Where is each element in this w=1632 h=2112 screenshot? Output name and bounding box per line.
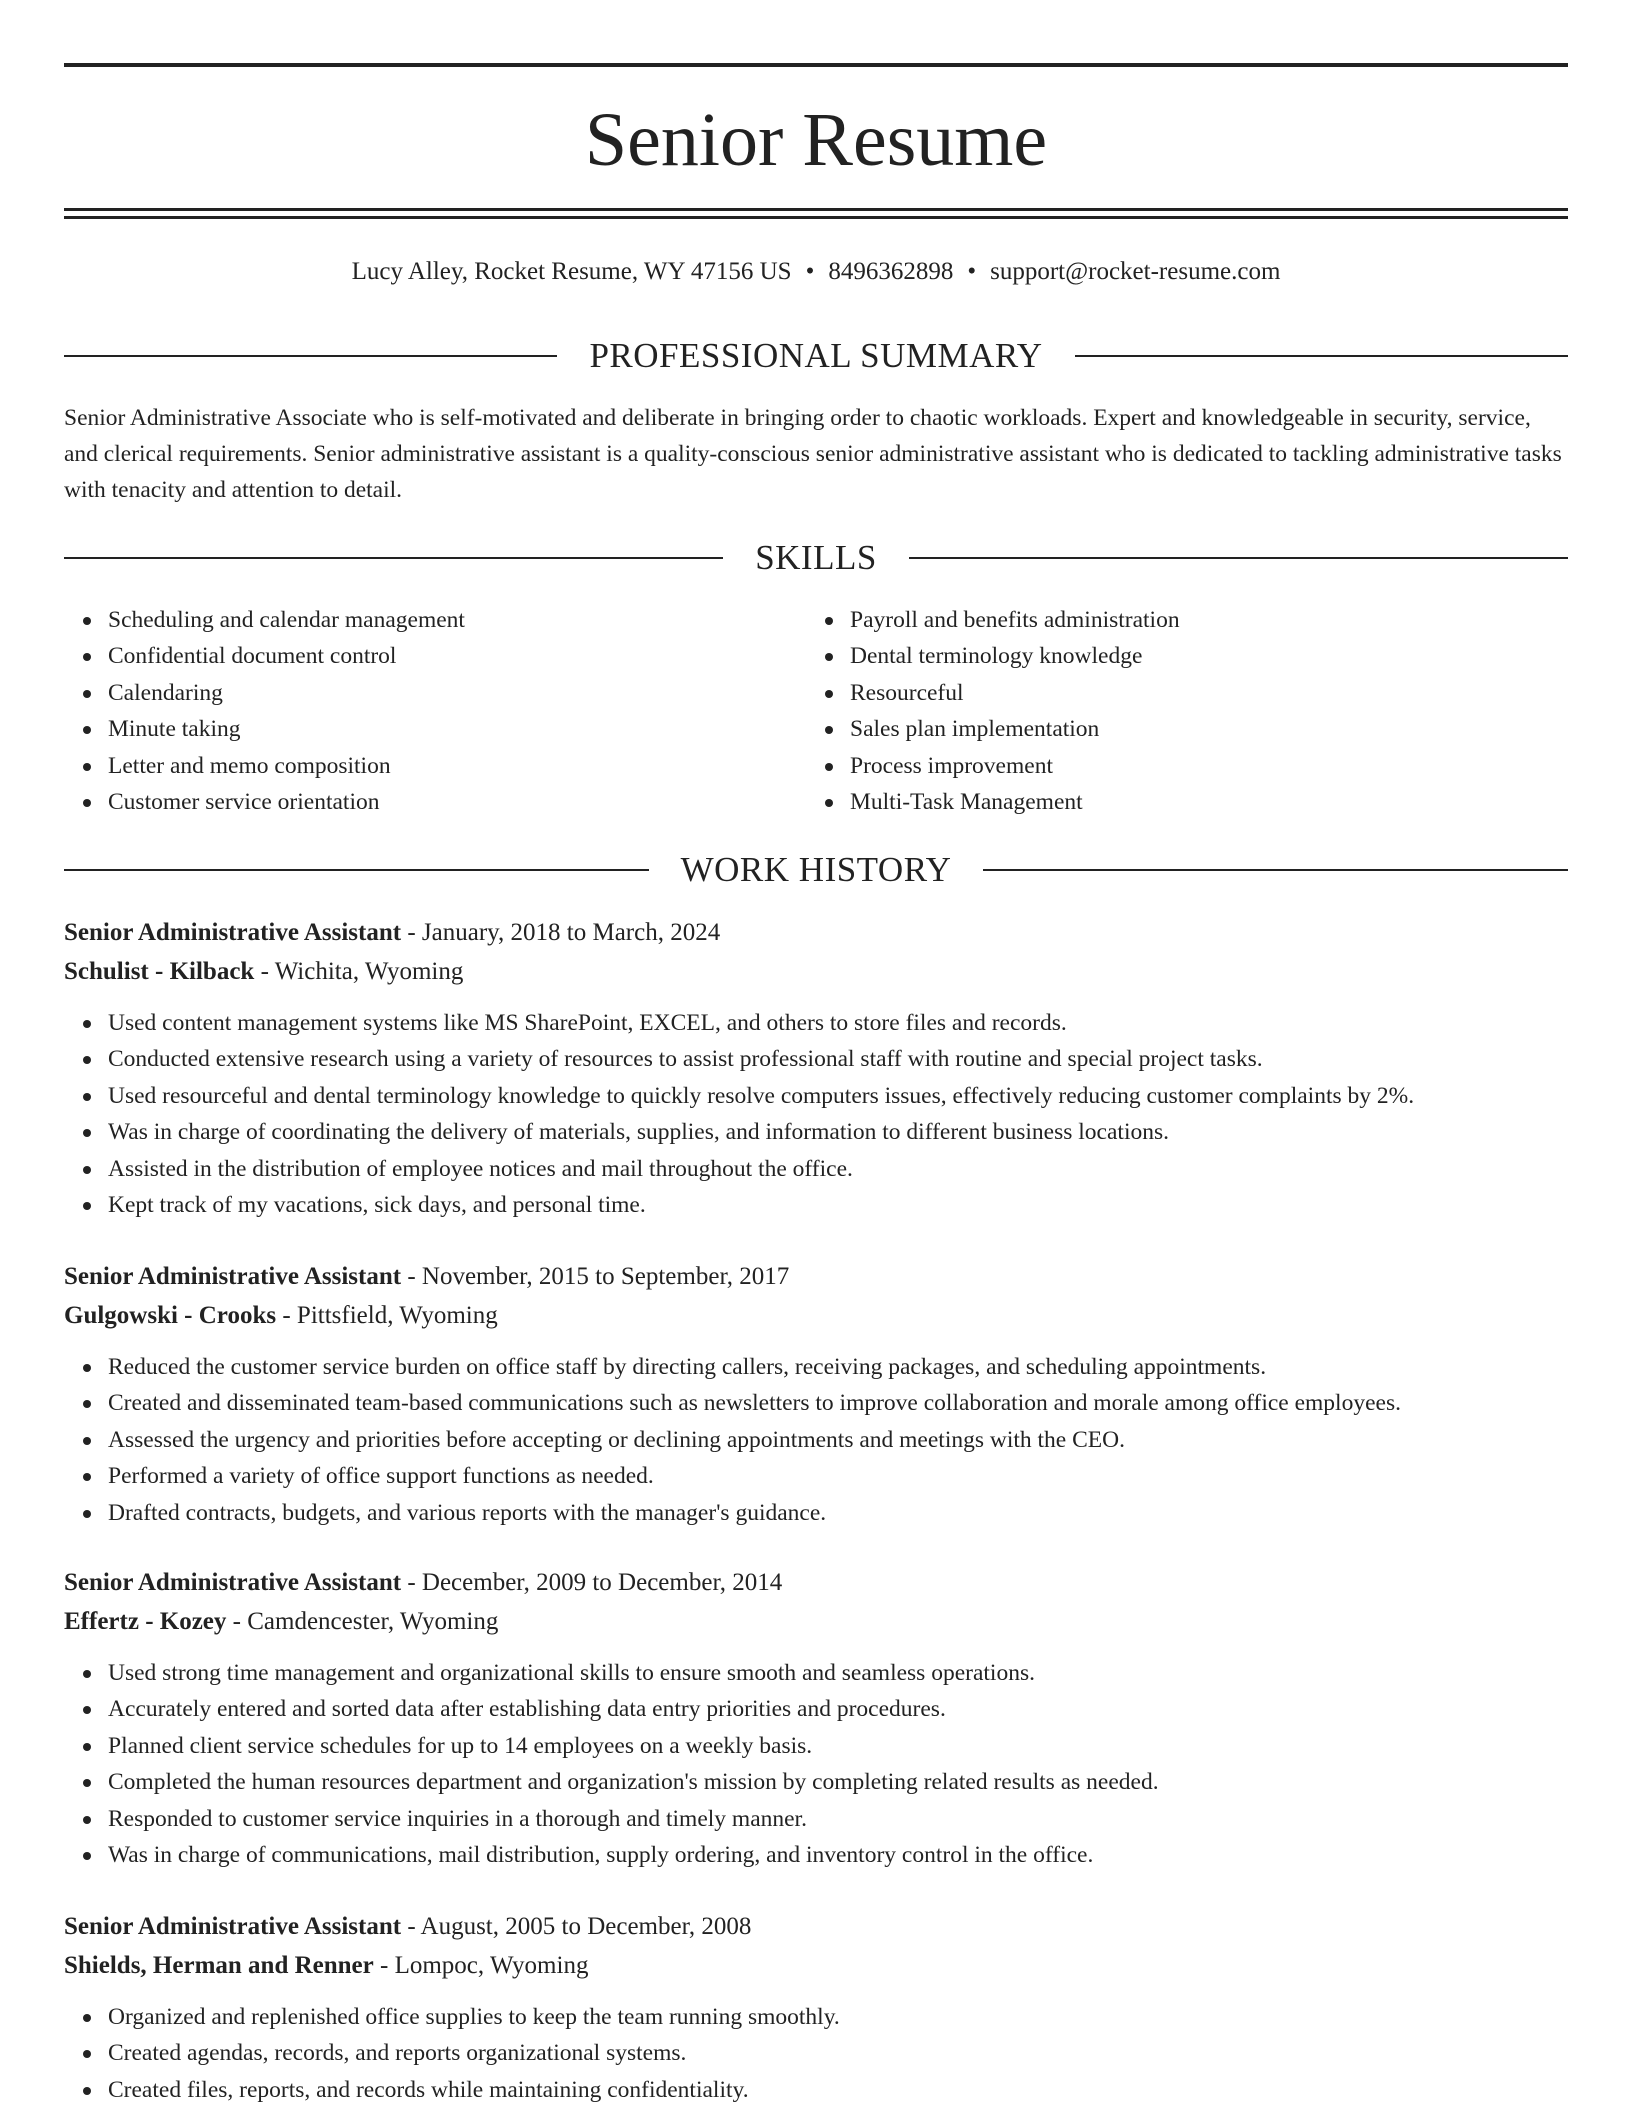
job-bullet: Assisted in the distribution of employee notices and mail throughout the office.: [108, 1151, 1568, 1187]
skill-item: Process improvement: [850, 748, 1548, 784]
job-location: - Pittsfield, Wyoming: [276, 1302, 498, 1329]
job-bullet: Performed a variety of office support functions as needed.: [108, 1458, 1568, 1494]
job-bullet: Used strong time management and organizational skills to ensure smooth and seamless operations.: [108, 1655, 1568, 1691]
skill-item: Confidential document control: [108, 638, 806, 674]
job-company-row: [64, 1296, 1568, 1335]
job-company: Effertz - Kozey: [64, 1608, 227, 1635]
job-title-row: [64, 1257, 1568, 1296]
title-rule-upper: [64, 208, 1568, 211]
skill-item: Minute taking: [108, 711, 806, 747]
job-bullet: Created files, reports, and records while maintaining confidentiality.: [108, 2072, 1568, 2108]
job-title: Senior Administrative Assistant: [64, 1263, 402, 1290]
job-bullet: Created agendas, records, and reports organizational systems.: [108, 2035, 1568, 2071]
job-bullet: Accurately entered and sorted data after establishing data entry priorities and procedures.: [108, 1691, 1568, 1727]
skills-column-left: [64, 602, 806, 820]
job-bullet: Planned client service schedules for up to 14 employees on a weekly basis.: [108, 1728, 1568, 1764]
section-title: PROFESSIONAL SUMMARY: [589, 336, 1043, 375]
section-header-work-history: [64, 848, 1568, 892]
job-bullet: Used content management systems like MS SharePoint, EXCEL, and others to store files and records.: [108, 1005, 1568, 1041]
job-company-row: [64, 1946, 1568, 1985]
skill-item: Payroll and benefits administration: [850, 602, 1548, 638]
job-dates: - December, 2009 to December, 2014: [401, 1569, 783, 1596]
job-bullet: Responded to customer service inquiries in a thorough and timely manner.: [108, 1801, 1568, 1837]
job-company-row: [64, 1602, 1568, 1641]
skill-item: Calendaring: [108, 675, 806, 711]
skill-item: Sales plan implementation: [850, 711, 1548, 747]
job-location: - Lompoc, Wyoming: [373, 1952, 589, 1979]
job-bullet: Was in charge of coordinating the delivery of materials, supplies, and information to different business locations.: [108, 1114, 1568, 1150]
job-company: Gulgowski - Crooks: [64, 1302, 277, 1329]
job-dates: - August, 2005 to December, 2008: [401, 1913, 752, 1940]
page-title: Senior Resume: [584, 98, 1048, 182]
skills-column-right: [806, 602, 1548, 820]
job-title: Senior Administrative Assistant: [64, 1569, 402, 1596]
job-bullet: Conducted extensive research using a variety of resources to assist professional staff with routine and special project tasks.: [108, 1041, 1568, 1077]
job-company: Schulist - Kilback: [64, 958, 255, 985]
job-entry: [64, 913, 1568, 1223]
job-entry: [64, 1563, 1568, 1873]
job-bullet: Completed the human resources department and organization's mission by completing related results as needed.: [108, 1764, 1568, 1800]
job-title-row: [64, 1563, 1568, 1602]
skill-item: Dental terminology knowledge: [850, 638, 1548, 674]
job-bullets: [64, 1349, 1568, 1531]
section-rule: [64, 355, 557, 357]
job-dates: - January, 2018 to March, 2024: [401, 919, 721, 946]
section-title: WORK HISTORY: [680, 850, 952, 889]
job-title-row: [64, 1907, 1568, 1946]
job-title: Senior Administrative Assistant: [64, 919, 402, 946]
job-bullets: [64, 1005, 1568, 1223]
section-rule: [983, 869, 1568, 871]
contact-separator: •: [805, 258, 815, 285]
job-bullet: Kept track of my vacations, sick days, and personal time.: [108, 1187, 1568, 1223]
skills-list: [64, 602, 1568, 820]
section-title: SKILLS: [755, 538, 877, 577]
job-company: Shields, Herman and Renner: [64, 1952, 374, 1979]
skill-item: Letter and memo composition: [108, 748, 806, 784]
skill-item: Resourceful: [850, 675, 1548, 711]
job-bullets: [64, 1655, 1568, 1873]
job-bullet: Drafted contracts, budgets, and various reports with the manager's guidance.: [108, 1495, 1568, 1531]
job-location: - Wichita, Wyoming: [254, 958, 464, 985]
skill-item: Scheduling and calendar management: [108, 602, 806, 638]
contact-address: Lucy Alley, Rocket Resume, WY 47156 US: [351, 258, 792, 285]
section-rule: [1075, 355, 1568, 357]
job-company-row: [64, 952, 1568, 991]
job-bullet: Created and disseminated team-based communications such as newsletters to improve collaboration and morale among office employees.: [108, 1385, 1568, 1421]
section-header-summary: [64, 334, 1568, 378]
job-bullet: Reduced the customer service burden on office staff by directing callers, receiving packages, and scheduling appointments.: [108, 1349, 1568, 1385]
skill-item: Multi-Task Management: [850, 784, 1548, 820]
title-rule-lower: [64, 216, 1568, 219]
job-title: Senior Administrative Assistant: [64, 1913, 402, 1940]
section-rule: [909, 557, 1568, 559]
job-entry: [64, 1257, 1568, 1531]
job-dates: - November, 2015 to September, 2017: [401, 1263, 790, 1290]
professional-summary-text: Senior Administrative Associate who is self-motivated and deliberate in bringing order to chaotic workloads. Expert and knowledgeable in security, service, and clerical requirements. Senior administrative assistant is a quality-conscious senior administrative assistant who is dedicated to tackling administrative tasks with tenacity and attention to detail.: [64, 405, 1562, 503]
top-rule: [64, 63, 1568, 67]
job-bullet: Organized and replenished office supplies to keep the team running smoothly.: [108, 1999, 1568, 2035]
section-rule: [64, 557, 723, 559]
job-bullet: Assessed the urgency and priorities before accepting or declining appointments and meetings with the CEO.: [108, 1422, 1568, 1458]
contact-email: support@rocket-resume.com: [990, 258, 1281, 285]
skill-item: Customer service orientation: [108, 784, 806, 820]
contact-separator: •: [967, 258, 977, 285]
job-title-row: [64, 913, 1568, 952]
job-location: - Camdencester, Wyoming: [226, 1608, 499, 1635]
job-entry: [64, 1907, 1568, 2108]
section-header-skills: [64, 536, 1568, 580]
job-bullet: Was in charge of communications, mail distribution, supply ordering, and inventory control in the office.: [108, 1837, 1568, 1873]
job-bullets: [64, 1999, 1568, 2108]
job-bullet: Used resourceful and dental terminology knowledge to quickly resolve computers issues, effectively reducing customer complaints by 2%.: [108, 1078, 1568, 1114]
section-rule: [64, 869, 649, 871]
contact-phone: 8496362898: [828, 258, 954, 285]
contact-line: [64, 254, 1568, 290]
